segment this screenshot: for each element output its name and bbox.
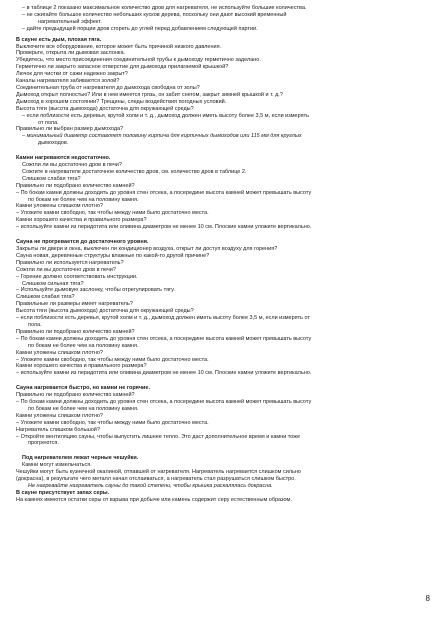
section-fast-heating xyxy=(16,385,430,447)
text-line: Слишком слабая тяга? xyxy=(22,175,81,182)
text-line: Убедитесь, что место присоединения соединительной трубы к дымоходу герметично заделано. xyxy=(16,57,261,64)
section-sulfur-smell xyxy=(16,490,430,504)
text-line: Правильно ли подобрано количество камней? xyxy=(16,328,135,335)
text-line: Сожгли ли вы достаточно дров в печи? xyxy=(16,266,116,273)
text-line: дымоходов. xyxy=(38,140,69,147)
section-heading: Сауна не прогревается до достаточного уровня. xyxy=(16,239,149,246)
page-number: 8 xyxy=(425,594,430,603)
text-line: Закрыты ли двери и окна, выключен ли кондиционер воздуха, открыт ли доступ воздуху для горения? xyxy=(16,246,278,252)
text-line: Герметично ли закрыто запасное отверстие для дымохода прилагаемой крышкой? xyxy=(16,64,229,71)
text-line: по бокам не более чем на половину камня. xyxy=(28,405,139,412)
text-line: Камни уложены слишком плотно? xyxy=(16,412,103,419)
text-line: Выключите все оборудование, которое может быть причиной низкого давления. xyxy=(16,43,222,50)
text-line: – если поблизости есть деревья, крутой холм и т. д., дымоход должен иметь высоту более 3,5 м, если измерять от xyxy=(16,315,310,322)
text-line: Камни хорошего качества и правильного размера? xyxy=(16,363,147,370)
text-line: – Горение должно соответствовать инструкции. xyxy=(16,273,138,280)
text-line: нагревательный эффект. xyxy=(38,18,102,25)
text-line: (докрасна), в результате чего металл начал отслаиваться, а нагреватель стал разрушаться слишком быстро. xyxy=(16,476,296,483)
text-line: прогреются. xyxy=(28,440,59,447)
text-line: – Уложите камни свободно, так чтобы между ними было достаточно места. xyxy=(16,210,209,217)
text-line: Высота тяги (высота дымохода) достаточна для окружающей среды? xyxy=(16,308,194,315)
text-line: Правильно ли подобрано количество камней? xyxy=(16,182,135,189)
text-line: Правильно ли выбран размер дымохода? xyxy=(16,126,124,133)
section-heading: Сауна нагревается быстро, но камни не горячие. xyxy=(16,385,151,392)
text-line: Не нагревайте нагреватель сауны до такой степени, чтобы крышка раскалялась докрасна. xyxy=(28,483,273,489)
section-stones-not-heating xyxy=(16,155,430,231)
section-smoke xyxy=(16,37,430,148)
text-line: от пола. xyxy=(38,119,59,126)
text-line: Камни хорошего качества и правильного размера? xyxy=(16,217,147,224)
text-line: Дымоход в хорошем состоянии? Трещины, следы воздействия погодных условий. xyxy=(16,98,227,105)
text-line: Сожгите в нагревателе достаточное количество дров, см. количество дров в таблице 2. xyxy=(22,168,247,175)
text-line: – По бокам камни должны доходить до уровня стен отсека, а посередине высота камней может превышать высоту xyxy=(16,399,312,406)
section-heading: В сауне есть дым, плохая тяга. xyxy=(16,36,102,43)
text-line: Камни уложены слишком плотно? xyxy=(16,203,103,210)
text-line: – используйте камни из перидотита или оливина диаметром не менее 10 см. Плоские камни уложите вертикально. xyxy=(16,370,312,377)
text-line: Камни могут измельчаться. xyxy=(22,462,92,469)
section-black-flakes xyxy=(16,455,430,490)
text-line: – По бокам камни должны доходить до уровня стен отсека, а посередине высота камней может превышать высоту xyxy=(16,189,312,196)
text-line: – в таблице 2 показано максимальное количество дров для нагревателя, не используйте большие количества. xyxy=(22,5,307,11)
text-line: Правильные ли размеры имеет нагреватель? xyxy=(16,301,133,308)
section-sauna-not-warming xyxy=(16,239,430,377)
text-line: На камнях имеются остатки серы от взрыва при добыче или камень содержит серу естественным образом. xyxy=(16,496,292,503)
text-line: – используйте камни из перидотита или оливина диаметром не менее 10 см. Плоские камни уложите вертикально. xyxy=(16,224,312,231)
section-heading: Под нагревателем лежат черные чешуйки. xyxy=(22,455,139,462)
text-line: Правильно ли используется нагреватель? xyxy=(16,259,124,266)
text-line: – дайте предыдущей порции дров сгореть до углей перед добавлением следующей партии. xyxy=(22,25,258,32)
text-line: по бокам не более чем на половину камня. xyxy=(28,196,139,203)
text-line: Правильно ли подобрано количество камней? xyxy=(16,392,135,399)
text-line: – Используйте дымовую заслонку, чтобы отрегулировать тягу. xyxy=(16,287,175,294)
text-line: Нагреватель слишком большой? xyxy=(16,426,100,433)
section-heading: В сауне присутствует запах серы. xyxy=(16,489,110,496)
text-line: – Откройте вентиляцию сауны, чтобы выпустить лишнее тепло. Это даст дополнительное время и камни тоже xyxy=(16,433,301,440)
text-line: Проверьте, открыта ли дымовая заслонка. xyxy=(16,50,126,57)
text-line: Слишком сильная тяга? xyxy=(22,280,84,287)
text-line: Камни уложены слишком плотно? xyxy=(16,349,103,356)
text-line: Дымоход открыт полностью? Или в нем имеется грязь, он забит снегом, закрыт зимней крышкой и т. д.? xyxy=(16,91,283,98)
text-line: по бокам не более чем на половину камня. xyxy=(28,342,139,349)
text-line: – По бокам камни должны доходить до уровня стен отсека, а посередине высота камней может превышать высоту xyxy=(16,335,312,342)
text-line: – если поблизости есть деревья, крутой холм и т. д., дымоход должен иметь высоту более 3,5 м, если измерять xyxy=(22,112,309,119)
text-line: Лючок для чистки от сажи надежно закрыт? xyxy=(16,71,128,78)
text-line: Чешуйки могут быть кузнечной окалиной, отпавшей от нагревателя. Нагреватель нагревается слишком сильно xyxy=(16,469,301,476)
text-line: Слишком слабая тяга? xyxy=(16,294,75,301)
text-line: пола. xyxy=(28,321,42,328)
text-line: – не сжигайте большое количество небольших кусков дерева, поскольку они дают высокий временный xyxy=(22,11,287,18)
text-line: – Уложите камни свободно, так чтобы между ними было достаточно места. xyxy=(16,419,209,426)
text-line: Сауна новая, деревянные структуры влажные по какой-то другой причине? xyxy=(16,252,210,259)
intro-block xyxy=(16,5,430,33)
text-line: Соединительная труба от нагревателя до дымохода свободна от золы? xyxy=(16,84,200,91)
text-line: Высота тяги (высота дымохода) достаточна для окружающей среды? xyxy=(16,105,194,112)
section-heading: Камни нагреваются недостаточно. xyxy=(16,155,111,162)
text-line: Каналы нагревателя забиваются золой? xyxy=(16,78,120,85)
text-line: – Уложите камни свободно, так чтобы между ними было достаточно места. xyxy=(16,356,209,363)
text-line: – минимальный диаметр составляет половину кирпича для кирпичных дымоходов или 115 мм для круглых xyxy=(22,133,302,140)
text-line: Сожгли ли вы достаточно дров в печи? xyxy=(22,162,122,169)
